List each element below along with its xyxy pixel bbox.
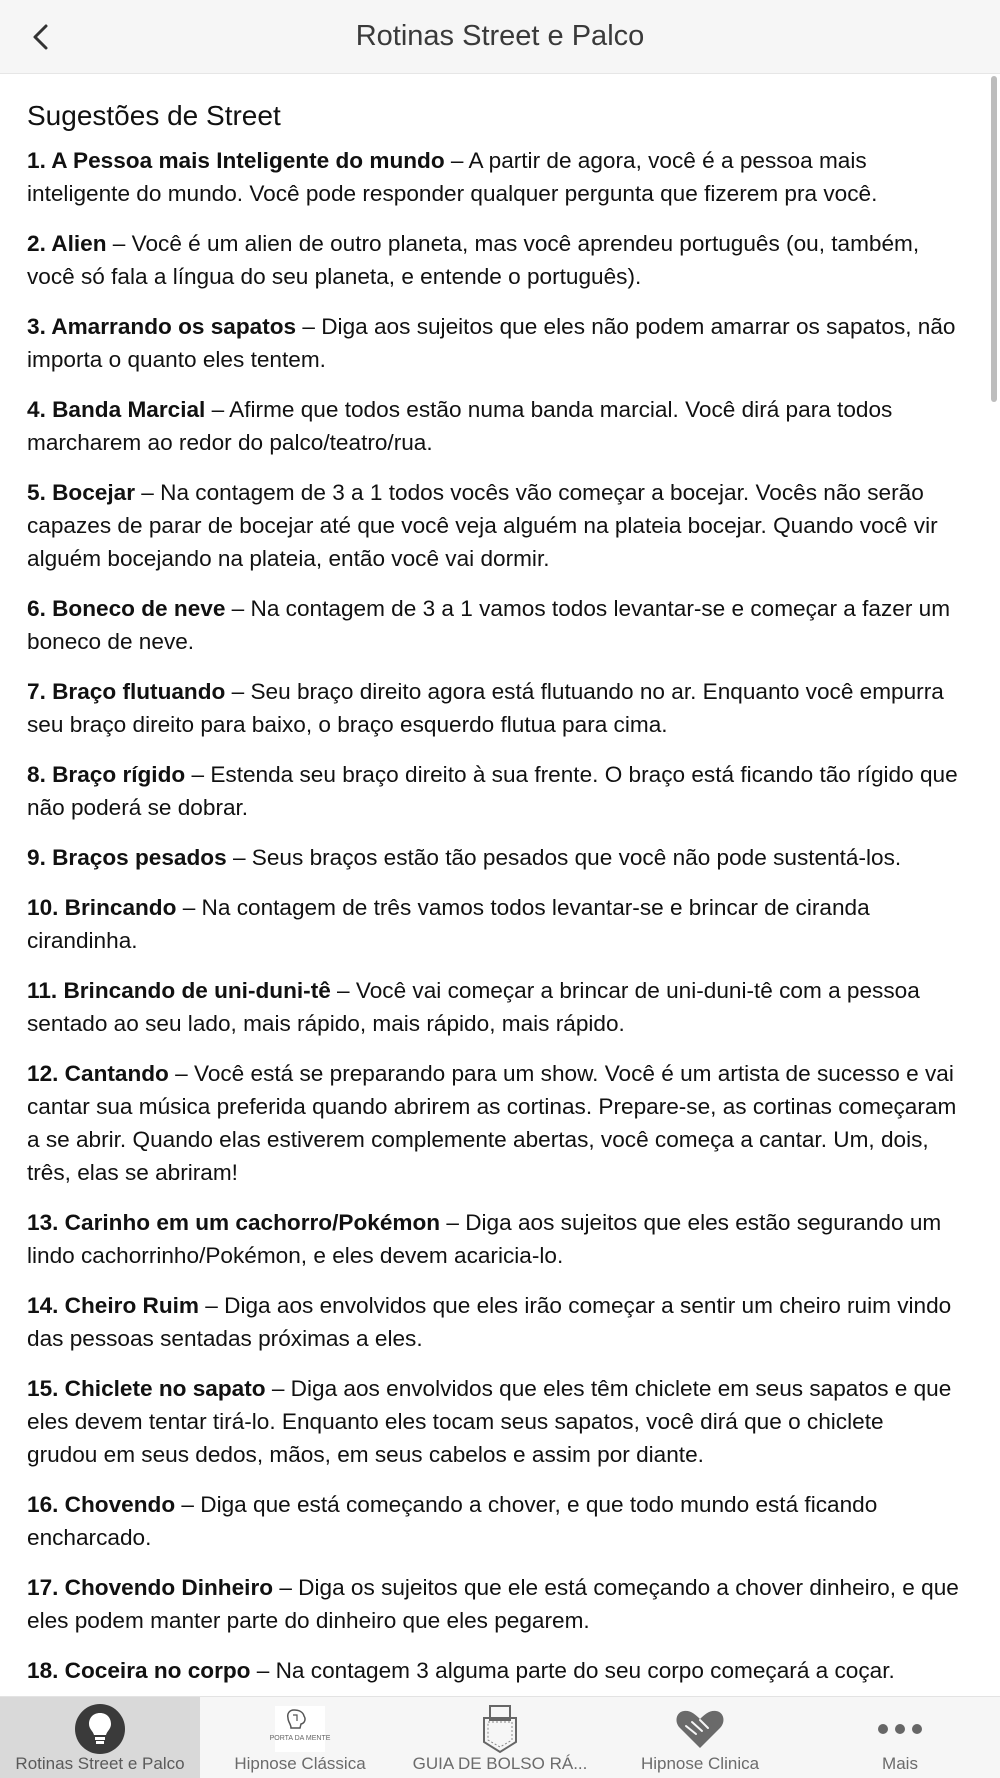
- list-item: [27, 891, 960, 957]
- list-item: [27, 1488, 960, 1554]
- list-item-text: – Afirme que todos estão numa banda marcial. Você dirá para todos marcharem ao redor do palco/teatro/rua.: [27, 397, 893, 455]
- list-item-text: – Diga aos envolvidos que eles irão começar a sentir um cheiro ruim vindo das pessoas sentadas próximas a eles.: [27, 1293, 952, 1351]
- list-item: [27, 144, 960, 210]
- lightbulb-icon: [72, 1703, 128, 1755]
- list-item-text: – Seus braços estão tão pesados que você não pode sustentá-los.: [226, 845, 902, 870]
- list-item: [27, 476, 960, 575]
- list-item-title: 13. Carinho em um cachorro/Pokémon: [27, 1210, 441, 1235]
- tab-label: GUIA DE BOLSO RÁ...: [412, 1754, 588, 1773]
- list-item-text: – Diga aos sujeitos que eles estão segurando um lindo cachorrinho/Pokémon, e eles devem acaricia-lo.: [27, 1210, 942, 1268]
- list-item-title: 1. A Pessoa mais Inteligente do mundo: [27, 148, 445, 173]
- list-item-title: 5. Bocejar: [27, 480, 136, 505]
- section-title: Sugestões de Street: [27, 100, 281, 131]
- list-item: [27, 675, 960, 741]
- list-item-text: – Você é um alien de outro planeta, mas você aprendeu português (ou, também, você só fala a língua do seu planeta, e entende o português).: [27, 231, 920, 289]
- tab-hipnose-clinica[interactable]: [600, 1697, 800, 1778]
- list-item-text: – Seu braço direito agora está flutuando no ar. Enquanto você empurra seu braço direito para baixo, o braço esquerdo flutua para cima.: [27, 679, 944, 737]
- chevron-left-icon: [30, 22, 52, 52]
- porta-da-mente-logo-icon: [269, 1703, 331, 1755]
- list-item-title: 3. Amarrando os sapatos: [27, 314, 297, 339]
- list-item-title: 11. Brincando de uni-duni-tê: [27, 978, 331, 1003]
- list-item-text: – Na contagem de 3 a 1 todos vocês vão começar a bocejar. Vocês não serão capazes de parar de bocejar até que você veja alguém na plateia bocejar. Quando você vir alguém bocejando na plateia, então você vai dormir.: [27, 480, 938, 571]
- scrollbar[interactable]: [991, 76, 997, 402]
- list-item-title: 15. Chiclete no sapato: [27, 1376, 266, 1401]
- tab-label: Hipnose Clinica: [640, 1754, 760, 1773]
- tab-mais[interactable]: [800, 1697, 1000, 1778]
- list-item-text: – Você vai começar a brincar de uni-duni-tê com a pessoa sentado ao seu lado, mais rápido, mais rápido, mais rápido.: [27, 978, 920, 1036]
- list-item-title: 2. Alien: [27, 231, 107, 256]
- list-item: [27, 592, 960, 658]
- list-item: [27, 974, 960, 1040]
- list-item-title: 16. Chovendo: [27, 1492, 176, 1517]
- list-item-text: – Diga os sujeitos que ele está começando a chover dinheiro, e que eles podem manter parte do dinheiro que eles pegarem.: [27, 1575, 959, 1633]
- list-item-title: 9. Braços pesados: [27, 845, 227, 870]
- list-item-title: 14. Cheiro Ruim: [27, 1293, 200, 1318]
- list-item-title: 4. Banda Marcial: [27, 397, 206, 422]
- list-item: [27, 1206, 960, 1272]
- list-item-title: 12. Cantando: [27, 1061, 169, 1086]
- svg-text:PORTA DA MENTE: PORTA DA MENTE: [269, 1735, 331, 1742]
- list-item-title: 7. Braço flutuando: [27, 679, 226, 704]
- list-item-text: – A partir de agora, você é a pessoa mais inteligente do mundo. Você pode responder qualquer pergunta que fizerem pra você.: [27, 148, 878, 206]
- list-item-title: 10. Brincando: [27, 895, 177, 920]
- list-item: [27, 758, 960, 824]
- heart-hands-icon: [672, 1703, 728, 1755]
- bottom-tab-bar: [0, 1696, 1000, 1778]
- tab-rotinas-street-e-palco[interactable]: [0, 1697, 200, 1778]
- list-item-title: 18. Coceira no corpo: [27, 1658, 251, 1683]
- nav-header: [0, 0, 1000, 74]
- more-dots-icon: [872, 1703, 928, 1755]
- list-item: [27, 310, 960, 376]
- tab-label: Mais: [882, 1754, 918, 1773]
- tab-label: Rotinas Street e Palco: [15, 1754, 185, 1773]
- list-item: [27, 1057, 960, 1189]
- list-item-text: – Diga aos envolvidos que eles têm chiclete em seus sapatos e que eles devem tentar tirá-lo. Enquanto eles tocam seus sapatos, você dirá que o chiclete grudou em seus dedos, mãos, em seus cabelos e assim por diante.: [27, 1376, 952, 1467]
- list-item-title: 17. Chovendo Dinheiro: [27, 1575, 274, 1600]
- list-item-title: 6. Boneco de neve: [27, 596, 226, 621]
- tab-hipnose-classica[interactable]: [200, 1697, 400, 1778]
- list-item: [27, 1654, 960, 1687]
- pocket-icon: [472, 1703, 528, 1755]
- list-item-text: – Você está se preparando para um show. Você é um artista de sucesso e vai cantar sua música preferida quando abrirem as cortinas. Prepare-se, as cortinas começaram a se abrir. Quando elas estiverem complemente abertas, você começa a cantar. Um, dois, três, elas se abriram!: [27, 1061, 957, 1185]
- content-scroll-area[interactable]: [0, 74, 1000, 1696]
- back-button[interactable]: [18, 14, 64, 60]
- suggestion-list: [27, 144, 960, 1687]
- list-item: [27, 1372, 960, 1471]
- page-title: Rotinas Street e Palco: [355, 20, 645, 52]
- list-item-text: – Estenda seu braço direito à sua frente. O braço está ficando tão rígido que não poderá se dobrar.: [27, 762, 958, 820]
- list-item-text: – Na contagem 3 alguma parte do seu corpo começará a coçar.: [250, 1658, 895, 1683]
- list-item-text: – Diga que está começando a chover, e que todo mundo está ficando encharcado.: [27, 1492, 878, 1550]
- list-item: [27, 393, 960, 459]
- list-item-text: – Na contagem de três vamos todos levantar-se e brincar de ciranda cirandinha.: [27, 895, 870, 953]
- tab-guia-de-bolso[interactable]: [400, 1697, 600, 1778]
- list-item: [27, 1289, 960, 1355]
- list-item-text: – Diga aos sujeitos que eles não podem amarrar os sapatos, não importa o quanto eles tentem.: [27, 314, 956, 372]
- list-item-title: 8. Braço rígido: [27, 762, 186, 787]
- tab-label: Hipnose Clássica: [234, 1754, 366, 1773]
- list-item: [27, 227, 960, 293]
- list-item: [27, 841, 960, 874]
- list-item: [27, 1571, 960, 1637]
- list-item-text: – Na contagem de 3 a 1 vamos todos levantar-se e começar a fazer um boneco de neve.: [27, 596, 951, 654]
